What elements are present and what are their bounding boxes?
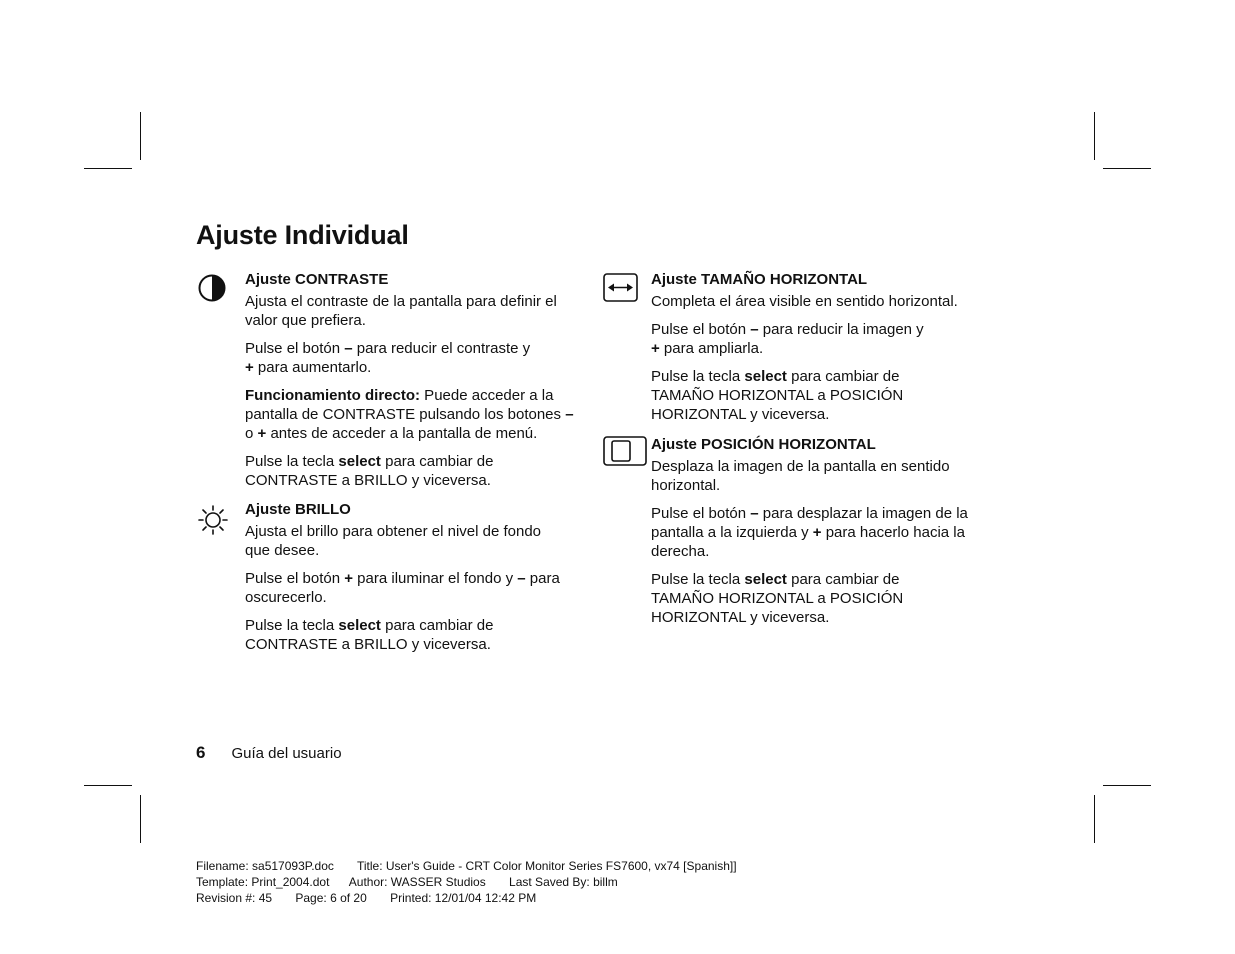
crop-mark <box>1103 785 1151 786</box>
horizontal-position-description: Desplaza la imagen de la pantalla en sentido horizontal. <box>651 458 950 494</box>
brightness-select-note: Pulse la tecla select para cambiar de CONTRASTE a BRILLO y viceversa. <box>245 617 494 653</box>
crop-mark <box>140 112 141 160</box>
crop-mark <box>140 795 141 843</box>
horizontal-size-heading: Ajuste TAMAÑO HORIZONTAL <box>651 271 868 288</box>
contrast-description: Ajusta el contraste de la pantalla para definir el valor que prefiera. <box>245 293 557 329</box>
section-brightness <box>196 500 586 663</box>
section-horizontal-size <box>603 270 993 433</box>
page-title: Ajuste Individual <box>196 220 409 250</box>
brightness-description: Ajusta el brillo para obtener el nivel de fondo que desee. <box>245 523 542 559</box>
contrast-direct-operation: Funcionamiento directo: Puede acceder a la pantalla de CONTRASTE pulsando los botones – o + antes de acceder a la pantalla de menú. <box>245 387 574 442</box>
page-number: 6 <box>196 743 206 762</box>
brightness-instructions: Pulse el botón + para iluminar el fondo y – para oscurecerlo. <box>245 570 560 606</box>
page-footer <box>196 743 342 763</box>
horizontal-position-heading: Ajuste POSICIÓN HORIZONTAL <box>651 436 876 453</box>
contrast-select-note: Pulse la tecla select para cambiar de CONTRASTE a BRILLO y viceversa. <box>245 453 494 489</box>
crop-mark <box>1094 112 1095 160</box>
metadata-line: Revision #: 45 Page: 6 of 20 Printed: 12/01/04 12:42 PM <box>196 891 537 905</box>
crop-mark <box>1094 795 1095 843</box>
section-contrast <box>196 270 576 499</box>
horizontal-position-select-note: Pulse la tecla select para cambiar de TAMAÑO HORIZONTAL a POSICIÓN HORIZONTAL y viceversa. <box>651 571 904 626</box>
brightness-heading: Ajuste BRILLO <box>245 501 351 518</box>
metadata-line: Template: Print_2004.dot Author: WASSER Studios Last Saved By: billm <box>196 875 618 889</box>
metadata-line: Filename: sa517093P.doc Title: User's Guide - CRT Color Monitor Series FS7600, vx74 [Spanish]] <box>196 859 737 873</box>
sun-icon <box>197 504 229 541</box>
crop-mark <box>84 785 132 786</box>
section-horizontal-position <box>603 435 993 636</box>
crop-mark <box>84 168 132 169</box>
horizontal-size-select-note: Pulse la tecla select para cambiar de TAMAÑO HORIZONTAL a POSICIÓN HORIZONTAL y viceversa. <box>651 368 904 423</box>
horizontal-size-description: Completa el área visible en sentido horizontal. <box>651 293 958 310</box>
horizontal-position-icon <box>603 436 647 471</box>
contrast-instructions: Pulse el botón – para reducir el contraste y + para aumentarlo. <box>245 340 531 376</box>
contrast-icon <box>198 274 226 307</box>
contrast-heading: Ajuste CONTRASTE <box>245 271 389 288</box>
guide-label: Guía del usuario <box>231 745 342 762</box>
crop-mark <box>1103 168 1151 169</box>
horizontal-position-instructions: Pulse el botón – para desplazar la imagen de la pantalla a la izquierda y + para hacerlo hacia la derecha. <box>651 505 968 560</box>
horizontal-size-instructions: Pulse el botón – para reducir la imagen y + para ampliarla. <box>651 321 924 357</box>
document-metadata <box>196 858 737 906</box>
horizontal-size-icon <box>603 273 638 307</box>
